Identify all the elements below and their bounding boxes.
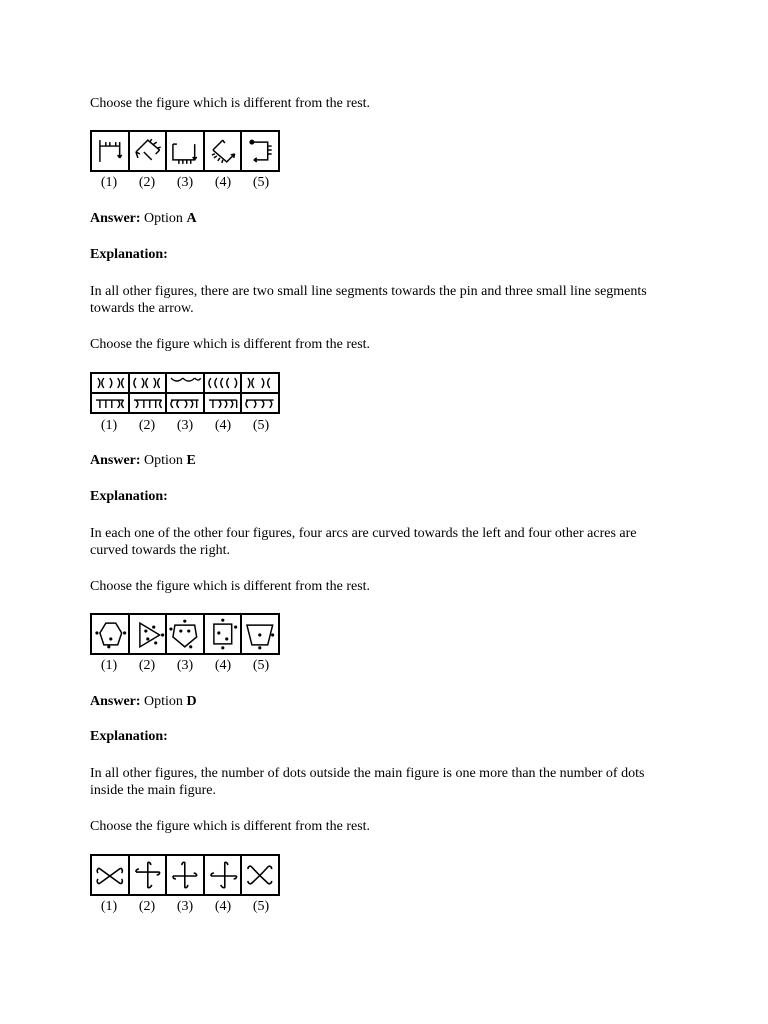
figure-label: (2) [138, 658, 156, 673]
answer-text: Option [144, 453, 187, 468]
answer-option: E [186, 453, 196, 468]
figure-label: (5) [252, 418, 270, 433]
figure-label: (1) [100, 899, 118, 914]
figure-label: (3) [176, 175, 194, 190]
q2-figure-1 [92, 374, 130, 412]
q3-figure-4 [205, 615, 243, 653]
question-1-explanation-label: Explanation: [90, 247, 168, 262]
figure-label: (1) [100, 175, 118, 190]
question-2-figure-labels [90, 417, 280, 434]
answer-text: Option [144, 694, 187, 709]
question-1-explanation: In all other figures, there are two small line segments towards the pin and three small line segments towards the arrow. [90, 284, 647, 316]
question-2-prompt: Choose the figure which is different from the rest. [90, 337, 371, 352]
question-1-figure-strip [90, 130, 280, 172]
question-3-explanation-label: Explanation: [90, 729, 168, 744]
q2-figure-3 [167, 374, 205, 412]
question-3-answer [90, 693, 670, 710]
q2-figure-2 [130, 374, 168, 412]
q2-figure-5 [242, 374, 278, 412]
q4-figure-2 [130, 856, 168, 894]
q1-figure-2 [130, 132, 168, 170]
q1-figure-4 [205, 132, 243, 170]
q3-figure-1 [92, 615, 130, 653]
figure-label: (1) [100, 418, 118, 433]
question-3-figure-labels [90, 657, 280, 674]
figure-label: (2) [138, 175, 156, 190]
q3-figure-3 [167, 615, 205, 653]
q4-figure-5 [242, 856, 278, 894]
figure-label: (5) [252, 899, 270, 914]
answer-label: Answer: [90, 211, 141, 226]
question-2-explanation: In each one of the other four figures, four arcs are curved towards the left and four other acres are curved towards the right. [90, 526, 637, 558]
figure-label: (1) [100, 658, 118, 673]
figure-label: (2) [138, 418, 156, 433]
question-3-figure-strip [90, 613, 280, 655]
answer-label: Answer: [90, 453, 141, 468]
q3-figure-5 [242, 615, 278, 653]
q2-figure-4 [205, 374, 243, 412]
question-4-figure-labels [90, 898, 280, 915]
answer-text: Option [144, 211, 187, 226]
figure-label: (3) [176, 899, 194, 914]
question-2-figure-strip [90, 372, 280, 414]
q1-figure-1 [92, 132, 130, 170]
q1-figure-5 [242, 132, 278, 170]
figure-label: (3) [176, 418, 194, 433]
figure-label: (4) [214, 418, 232, 433]
question-4-figure-strip [90, 854, 280, 896]
q1-figure-3 [167, 132, 205, 170]
question-3-explanation: In all other figures, the number of dots outside the main figure is one more than the number of dots inside the main figure. [90, 766, 645, 798]
figure-label: (4) [214, 658, 232, 673]
q4-figure-1 [92, 856, 130, 894]
question-4-prompt: Choose the figure which is different from the rest. [90, 819, 371, 834]
answer-label: Answer: [90, 694, 141, 709]
question-1-figure-labels [90, 174, 280, 191]
question-3-prompt: Choose the figure which is different from the rest. [90, 579, 371, 594]
figure-label: (4) [214, 899, 232, 914]
q3-figure-2 [130, 615, 168, 653]
figure-label: (5) [252, 658, 270, 673]
answer-option: D [186, 694, 197, 709]
question-2-answer [90, 452, 670, 469]
figure-label: (4) [214, 175, 232, 190]
q4-figure-4 [205, 856, 243, 894]
figure-label: (5) [252, 175, 270, 190]
figure-label: (2) [138, 899, 156, 914]
question-1-prompt: Choose the figure which is different from the rest. [90, 96, 371, 111]
q4-figure-3 [167, 856, 205, 894]
question-2-explanation-label: Explanation: [90, 489, 168, 504]
figure-label: (3) [176, 658, 194, 673]
answer-option: A [186, 211, 197, 226]
question-1-answer [90, 210, 670, 227]
